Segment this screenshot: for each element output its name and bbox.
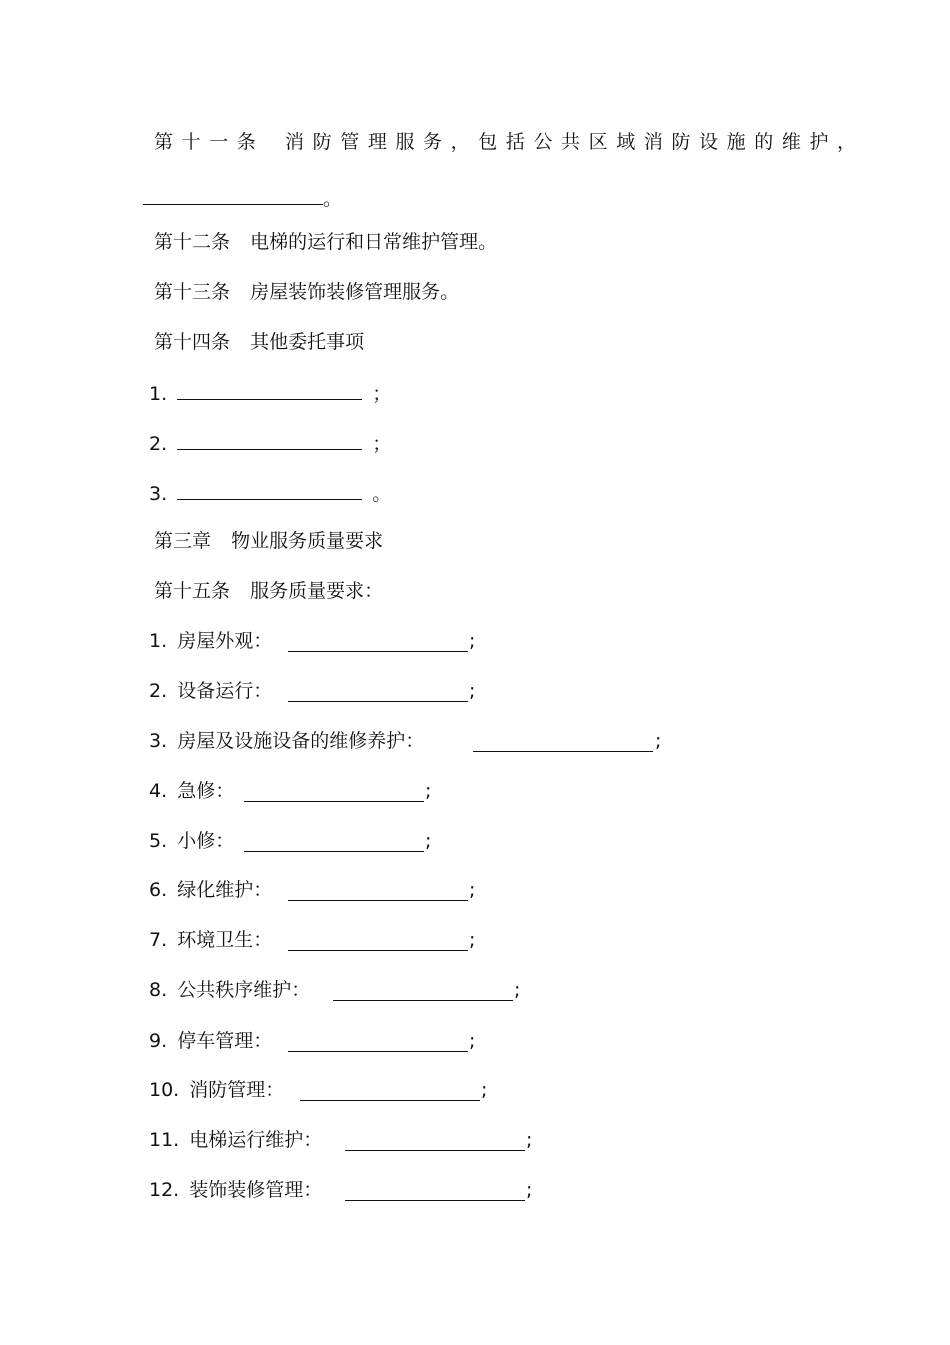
article-11-blank-line [143, 184, 342, 212]
item-end: ; [469, 680, 476, 702]
item-end: ; [526, 1129, 533, 1151]
item-label: 停车管理： [177, 1030, 273, 1052]
item-number: 2. [149, 680, 168, 702]
item-label: 设备运行： [177, 680, 273, 702]
article-11-text: 消防管理服务，包括公共区域消防设施的维护， [285, 131, 865, 153]
fill-blank[interactable] [345, 1130, 525, 1151]
item-label: 公共秩序维护： [177, 979, 311, 1001]
fill-blank[interactable] [143, 184, 323, 205]
fill-blank[interactable] [177, 479, 362, 500]
quality-item [149, 1028, 476, 1054]
quality-item [149, 977, 521, 1003]
article-12-text: 电梯的运行和日常维护管理。 [250, 231, 498, 253]
item-end: ； [372, 433, 392, 455]
item-label: 电梯运行维护： [189, 1129, 323, 1151]
item-end: ; [655, 730, 662, 752]
article-12-label: 第十二条 [154, 231, 231, 253]
item-end: ; [514, 979, 521, 1001]
fill-blank[interactable] [288, 930, 468, 951]
item-number: 12. [149, 1179, 180, 1201]
chapter-3-label: 第三章 [154, 530, 212, 552]
fill-blank[interactable] [300, 1080, 480, 1101]
quality-item [149, 828, 432, 854]
article-13-label: 第十三条 [154, 281, 231, 303]
item-number: 5. [149, 830, 168, 852]
quality-item [149, 628, 476, 654]
chapter-3-text: 物业服务质量要求 [231, 530, 384, 552]
list-item [149, 429, 391, 457]
list-item [149, 479, 391, 507]
article-14-text: 其他委托事项 [250, 331, 365, 353]
fill-blank[interactable] [288, 1031, 468, 1052]
item-end: ; [469, 1030, 476, 1052]
item-number: 1. [149, 383, 168, 405]
article-15-text: 服务质量要求： [250, 580, 384, 602]
item-label: 急修： [177, 780, 235, 802]
fill-blank[interactable] [177, 429, 362, 450]
item-number: 3. [149, 730, 168, 752]
item-end: ; [469, 630, 476, 652]
item-number: 8. [149, 979, 168, 1001]
article-13 [154, 279, 459, 305]
item-end: ; [469, 929, 476, 951]
item-label: 绿化维护： [177, 879, 273, 901]
item-number: 7. [149, 929, 168, 951]
quality-item [149, 728, 662, 754]
item-number: 6. [149, 879, 168, 901]
quality-item [149, 927, 476, 953]
fill-blank[interactable] [244, 831, 424, 852]
article-14 [154, 329, 364, 355]
item-number: 2. [149, 433, 168, 455]
article-15-label: 第十五条 [154, 580, 231, 602]
item-label: 消防管理： [189, 1079, 285, 1101]
item-label: 房屋及设施设备的维修养护： [177, 730, 425, 752]
item-end: 。 [372, 483, 392, 505]
item-label: 房屋外观： [177, 630, 273, 652]
article-12 [154, 229, 497, 255]
item-number: 9. [149, 1030, 168, 1052]
quality-item [149, 678, 476, 704]
article-11-heading [154, 129, 865, 155]
item-number: 11. [149, 1129, 180, 1151]
item-label: 小修： [177, 830, 235, 852]
quality-item [149, 778, 432, 804]
item-end: ; [425, 780, 432, 802]
item-end: ； [372, 383, 392, 405]
quality-item [149, 877, 476, 903]
item-number: 4. [149, 780, 168, 802]
quality-item [149, 1177, 533, 1203]
article-14-label: 第十四条 [154, 331, 231, 353]
list-item [149, 379, 391, 407]
fill-blank[interactable] [244, 781, 424, 802]
item-end: ; [526, 1179, 533, 1201]
article-11-label: 第十一条 [154, 131, 265, 153]
fill-blank[interactable] [177, 379, 362, 400]
item-end: ; [425, 830, 432, 852]
item-number: 3. [149, 483, 168, 505]
fill-blank[interactable] [288, 631, 468, 652]
fill-blank[interactable] [333, 980, 513, 1001]
article-15 [154, 578, 383, 604]
quality-item [149, 1127, 533, 1153]
quality-item [149, 1077, 488, 1103]
item-label: 装饰装修管理： [189, 1179, 323, 1201]
fill-blank[interactable] [473, 731, 653, 752]
item-number: 10. [149, 1079, 180, 1101]
fill-blank[interactable] [288, 880, 468, 901]
fill-blank[interactable] [345, 1180, 525, 1201]
item-end: ; [481, 1079, 488, 1101]
item-end: ; [469, 879, 476, 901]
article-13-text: 房屋装饰装修管理服务。 [250, 281, 460, 303]
article-11-tail: 。 [323, 188, 343, 210]
fill-blank[interactable] [288, 681, 468, 702]
chapter-3-heading [154, 528, 383, 554]
item-label: 环境卫生： [177, 929, 273, 951]
item-number: 1. [149, 630, 168, 652]
